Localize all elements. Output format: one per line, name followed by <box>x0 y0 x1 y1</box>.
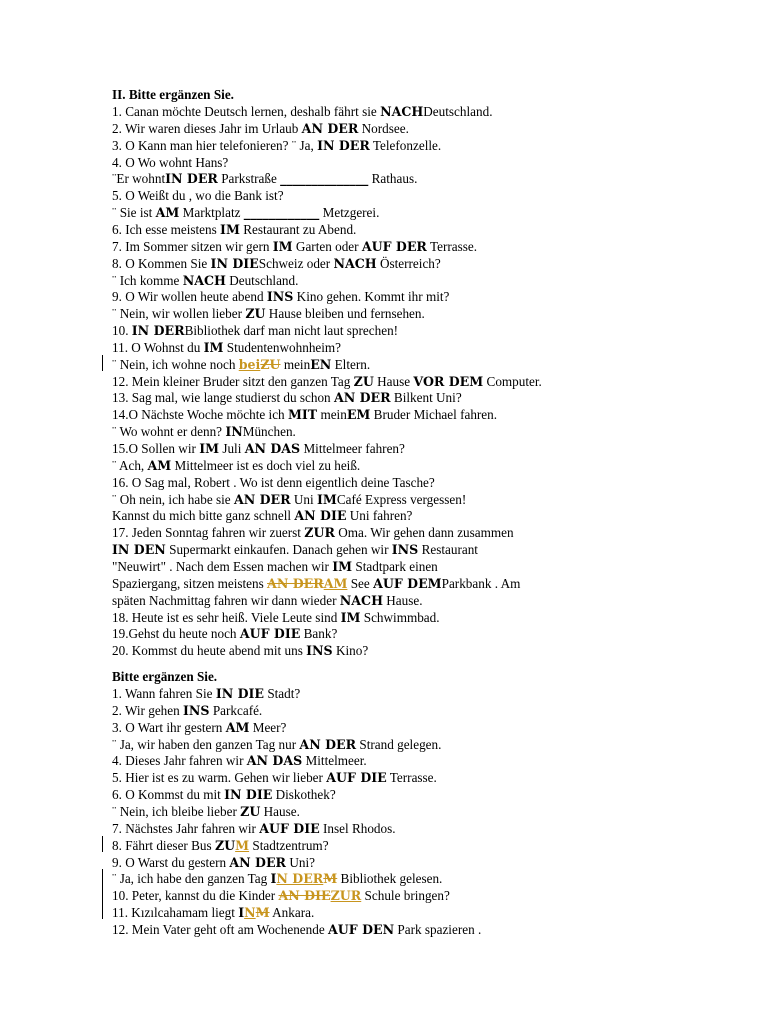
exercise-line <box>112 720 286 736</box>
exercise-line <box>112 593 423 609</box>
answer-text: AM <box>225 719 250 735</box>
answer-text: ZU <box>214 837 236 853</box>
answer-text: I <box>238 905 245 921</box>
line-text: 17. Jeden Sonntag fahren wir zuerst <box>112 525 305 541</box>
deleted-correction: AN DIE <box>278 888 331 904</box>
answer-text: IM <box>272 238 293 254</box>
line-text: Insel Rhodos. <box>319 820 396 836</box>
line-text: Deutschland. <box>423 104 493 119</box>
answer-text: IM <box>199 441 220 456</box>
answer-text: AN DER <box>301 120 359 136</box>
line-text: 11. Kızılcahamam liegt <box>112 905 239 921</box>
line-text: Mittelmeer fahren? <box>300 441 405 456</box>
exercise-line <box>112 888 450 904</box>
deleted-correction: AN DER <box>267 575 324 591</box>
line-text: 13. Sag mal, wie lange studierst du schon <box>112 390 334 406</box>
change-bar <box>102 355 103 371</box>
line-text: Deutschland. <box>225 272 299 288</box>
line-text: Schweiz oder <box>258 255 334 271</box>
exercise-line <box>112 374 542 390</box>
exercise-line <box>112 138 441 154</box>
answer-text: AM <box>155 205 180 221</box>
line-text: ¨ Ich komme <box>112 272 183 288</box>
answer-text: AUF DEN <box>327 921 395 937</box>
exercise-line <box>112 273 298 289</box>
answer-text: AN DAS <box>246 753 303 769</box>
exercise-line <box>112 737 441 753</box>
line-text: Parkcafé. <box>209 702 263 718</box>
answer-text: AUF DER <box>361 238 427 254</box>
line-text: 12. Mein Vater geht oft am Wochenende <box>112 921 328 937</box>
exercise-line <box>112 525 514 541</box>
change-bar <box>102 869 103 919</box>
answer-text: I <box>270 871 277 887</box>
line-text: Spaziergang, sitzen meistens <box>112 575 268 591</box>
answer-text: INS <box>391 542 419 558</box>
line-text: 16. O Sag mal, Robert . Wo ist denn eigentlich deine Tasche? <box>112 474 435 490</box>
exercise-line <box>112 306 425 322</box>
line-text: Eltern. <box>331 356 371 372</box>
line-text: Restaurant <box>418 542 478 558</box>
line-text: 8. Fährt dieser Bus <box>112 837 215 853</box>
answer-text: AN DAS <box>244 441 301 456</box>
line-text: Garten oder <box>292 238 362 254</box>
answer-text: IN DER <box>317 137 370 153</box>
exercise-line <box>112 121 409 137</box>
line-text: Stadtpark einen <box>352 558 438 574</box>
line-text: 1. Wann fahren Sie <box>112 686 216 701</box>
line-text: mein <box>317 407 347 423</box>
exercise-line <box>112 492 466 508</box>
line-text: Diskothek? <box>272 787 336 803</box>
exercise-line <box>112 171 417 187</box>
line-text: 3. O Wart ihr gestern <box>112 719 226 735</box>
answer-text: IN <box>225 424 243 440</box>
inserted-correction: N <box>244 905 256 921</box>
line-text: Hause <box>373 373 414 389</box>
answer-text: IN DER <box>131 323 185 339</box>
exercise-line <box>112 804 300 820</box>
answer-text: AN DIE <box>294 508 347 524</box>
line-text: "Neuwirt" . Nach dem Essen machen wir <box>112 558 333 574</box>
exercise-line <box>112 155 228 171</box>
line-text: Ankara. <box>269 905 315 921</box>
line-text: Bruder Michael fahren. <box>370 407 498 423</box>
line-text: See <box>347 575 374 591</box>
line-text: Kannst du mich bitte ganz schnell <box>112 508 295 524</box>
line-text: Kino? <box>332 643 369 659</box>
line-text: 7. Im Sommer sitzen wir gern <box>112 238 273 254</box>
answer-text: IN DIE <box>210 255 259 271</box>
answer-text: ______________ <box>280 171 369 187</box>
deleted-correction: M <box>323 871 338 887</box>
line-text: Parkbank . Am <box>441 575 521 591</box>
answer-text: ZU <box>353 373 374 389</box>
answer-text: EN <box>310 356 332 372</box>
line-text: Hause bleiben und fernsehen. <box>265 306 425 322</box>
exercise-line <box>112 475 435 491</box>
line-text: ¨ Sie ist <box>112 205 156 221</box>
line-text: 19.Gehst du heute noch <box>112 626 240 642</box>
answer-text: AUF DIE <box>259 820 320 836</box>
line-text: Mittelmeer. <box>302 753 367 769</box>
line-text: Rathaus. <box>368 171 418 187</box>
answer-text: IM <box>203 339 224 355</box>
answer-text: ZUR <box>304 525 335 541</box>
line-text: 12. Mein kleiner Bruder sitzt den ganzen Tag <box>112 373 354 389</box>
line-text: 15.O Sollen wir <box>112 441 200 456</box>
line-text: 4. O Wo wohnt Hans? <box>112 154 229 170</box>
line-text: mein <box>280 356 311 372</box>
line-text: Marktplatz <box>179 205 244 221</box>
line-text: Hause. <box>260 803 300 819</box>
line-text: 10. <box>112 323 132 339</box>
answer-text: AUF DIE <box>239 626 301 642</box>
inserted-correction: M <box>235 837 250 853</box>
line-text: 6. O Kommst du mit <box>112 787 225 803</box>
line-text: 5. Hier ist es zu warm. Gehen wir lieber <box>112 770 327 786</box>
exercise-line <box>112 222 356 238</box>
line-text: Bank? <box>300 626 338 642</box>
exercise-line <box>112 256 441 272</box>
line-text: Bilkent Uni? <box>390 390 462 406</box>
line-text: Studentenwohnheim? <box>223 339 342 355</box>
exercise-line <box>112 905 314 921</box>
line-text: Terrasse. <box>426 238 478 254</box>
line-text: Juli <box>219 441 245 456</box>
exercise-line <box>112 610 440 626</box>
exercise-line <box>112 855 315 871</box>
answer-text: MIT <box>287 407 318 423</box>
exercise-line <box>112 289 449 305</box>
line-text: 8. O Kommen Sie <box>112 255 211 271</box>
exercise-line <box>112 205 379 221</box>
answer-text: IN DEN <box>112 542 166 558</box>
exercise-line <box>112 508 412 524</box>
line-text: Café Express vergessen! <box>336 491 467 507</box>
exercise-line <box>112 643 368 659</box>
line-text: 4. Dieses Jahr fahren wir <box>112 753 247 769</box>
line-text: Supermarkt einkaufen. Danach gehen wir <box>165 542 392 558</box>
line-text: Oma. Wir gehen dann zusammen <box>334 525 514 541</box>
exercise-line <box>112 871 442 887</box>
answer-text: NACH <box>333 255 377 271</box>
line-text: 10. Peter, kannst du die Kinder <box>112 888 279 904</box>
exercise-line <box>112 323 398 339</box>
exercise-line <box>112 922 481 938</box>
section-2-title: Bitte ergänzen Sie. <box>112 669 218 684</box>
answer-text: AN DER <box>333 390 391 406</box>
answer-text: IN DER <box>165 171 218 187</box>
line-text: 2. Wir gehen <box>112 702 184 718</box>
line-text: Park spazieren . <box>394 921 482 937</box>
line-text: München. <box>242 424 296 440</box>
section-1-title: II. Bitte ergänzen Sie. <box>112 87 234 102</box>
answer-text: IM <box>316 491 337 507</box>
line-text: Hause. <box>382 592 423 608</box>
line-text: ¨ Nein, wir wollen lieber <box>112 306 246 322</box>
inserted-correction: N DER <box>276 871 324 887</box>
line-text: Strand gelegen. <box>356 736 442 752</box>
line-text: 2. Wir waren dieses Jahr im Urlaub <box>112 120 302 136</box>
line-text: ¨ Wo wohnt er denn? <box>112 424 226 440</box>
exercise-line <box>112 576 520 592</box>
answer-text: NACH <box>339 592 383 608</box>
line-text: Schule bringen? <box>361 888 450 904</box>
answer-text: INS <box>266 289 294 305</box>
answer-text: AM <box>147 457 172 473</box>
change-bar <box>102 836 103 852</box>
answer-text: IN DIE <box>224 787 273 803</box>
line-text: Telefonzelle. <box>369 137 442 153</box>
answer-text: NACH <box>182 272 226 288</box>
line-text: Österreich? <box>376 255 441 271</box>
exercise-line <box>112 407 497 423</box>
line-text: 1. Canan möchte Deutsch lernen, deshalb fährt sie <box>112 104 381 119</box>
line-text: 5. O Weißt du , wo die Bank ist? <box>112 188 284 204</box>
answer-text: AN DER <box>299 736 357 752</box>
line-text: ¨ Nein, ich bleibe lieber <box>112 803 241 819</box>
line-text: 14.O Nächste Woche möchte ich <box>112 407 288 423</box>
line-text: späten Nachmittag fahren wir dann wieder <box>112 592 340 608</box>
deleted-correction: ZU <box>260 356 281 372</box>
exercise-line <box>112 340 341 356</box>
line-text: Schwimmbad. <box>360 609 440 625</box>
deleted-correction: M <box>255 905 270 921</box>
line-text: Computer. <box>483 373 542 389</box>
inserted-correction: bei <box>238 356 261 372</box>
line-text: Bibliothek gelesen. <box>337 871 443 887</box>
line-text: Stadtzentrum? <box>249 837 329 853</box>
exercise-line <box>112 188 284 204</box>
line-text: Meer? <box>249 719 287 735</box>
exercise-line <box>112 104 493 120</box>
line-text: ¨ Ja, ich habe den ganzen Tag <box>112 871 271 887</box>
line-text: ¨ Oh nein, ich habe sie <box>112 491 234 507</box>
answer-text: EM <box>346 407 371 423</box>
line-text: Kino gehen. Kommt ihr mit? <box>293 289 450 305</box>
line-text: 9. O Wir wollen heute abend <box>112 289 267 305</box>
answer-text: NACH <box>380 104 424 119</box>
line-text: 11. O Wohnst du <box>112 339 204 355</box>
line-text: Terrasse. <box>386 770 437 786</box>
line-text: 9. O Warst du gestern <box>112 854 230 870</box>
answer-text: IM <box>340 609 361 625</box>
exercise-line <box>112 703 262 719</box>
line-text: Uni? <box>286 854 315 870</box>
line-text: Bibliothek darf man nicht laut sprechen! <box>184 323 399 339</box>
line-text: ¨Er wohnt <box>112 171 166 187</box>
line-text: 18. Heute ist es sehr heiß. Viele Leute sind <box>112 609 341 625</box>
exercise-line <box>112 559 438 575</box>
inserted-correction: ZUR <box>330 888 362 904</box>
exercise-line <box>112 686 300 702</box>
answer-text: INS <box>183 702 210 718</box>
exercise-line <box>112 441 405 457</box>
answer-text: ZU <box>240 803 261 819</box>
answer-text: AN DER <box>233 491 291 507</box>
line-text: Stadt? <box>264 686 301 701</box>
inserted-correction: AM <box>323 575 348 591</box>
exercise-line <box>112 821 396 837</box>
answer-text: INS <box>306 643 333 659</box>
answer-text: VOR DEM <box>413 373 484 389</box>
exercise-line <box>112 458 360 474</box>
exercise-line <box>112 390 462 406</box>
answer-text: ZU <box>245 306 266 322</box>
exercise-line <box>112 239 477 255</box>
exercise-line <box>112 770 437 786</box>
exercise-line <box>112 357 370 373</box>
line-text: Uni <box>290 491 317 507</box>
line-text: 3. O Kann man hier telefonieren? ¨ Ja, <box>112 137 318 153</box>
answer-text: AN DER <box>229 854 287 870</box>
exercise-line <box>112 626 337 642</box>
line-text: 7. Nächstes Jahr fahren wir <box>112 820 260 836</box>
line-text: Mittelmeer ist es doch viel zu heiß. <box>171 457 361 473</box>
line-text: ¨ Nein, ich wohne noch <box>112 356 239 372</box>
line-text: ¨ Ja, wir haben den ganzen Tag nur <box>112 736 300 752</box>
answer-text: AUF DEM <box>373 575 442 591</box>
line-text: ¨ Ach, <box>112 457 148 473</box>
line-text: 20. Kommst du heute abend mit uns <box>112 643 307 659</box>
answer-text: AUF DIE <box>326 770 387 786</box>
exercise-line <box>112 838 329 854</box>
line-text: Restaurant zu Abend. <box>239 221 357 237</box>
exercise-line <box>112 542 478 558</box>
answer-text: ____________ <box>243 205 320 221</box>
line-text: Parkstraße <box>217 171 281 187</box>
answer-text: IM <box>220 221 240 237</box>
line-text: Metzgerei. <box>319 205 380 221</box>
exercise-line <box>112 787 336 803</box>
answer-text: IN DIE <box>215 686 265 701</box>
exercise-line <box>112 753 367 769</box>
line-text: Nordsee. <box>358 120 409 136</box>
line-text: Uni fahren? <box>346 508 413 524</box>
line-text: 6. Ich esse meistens <box>112 221 221 237</box>
answer-text: IM <box>332 558 353 574</box>
exercise-line <box>112 424 296 440</box>
